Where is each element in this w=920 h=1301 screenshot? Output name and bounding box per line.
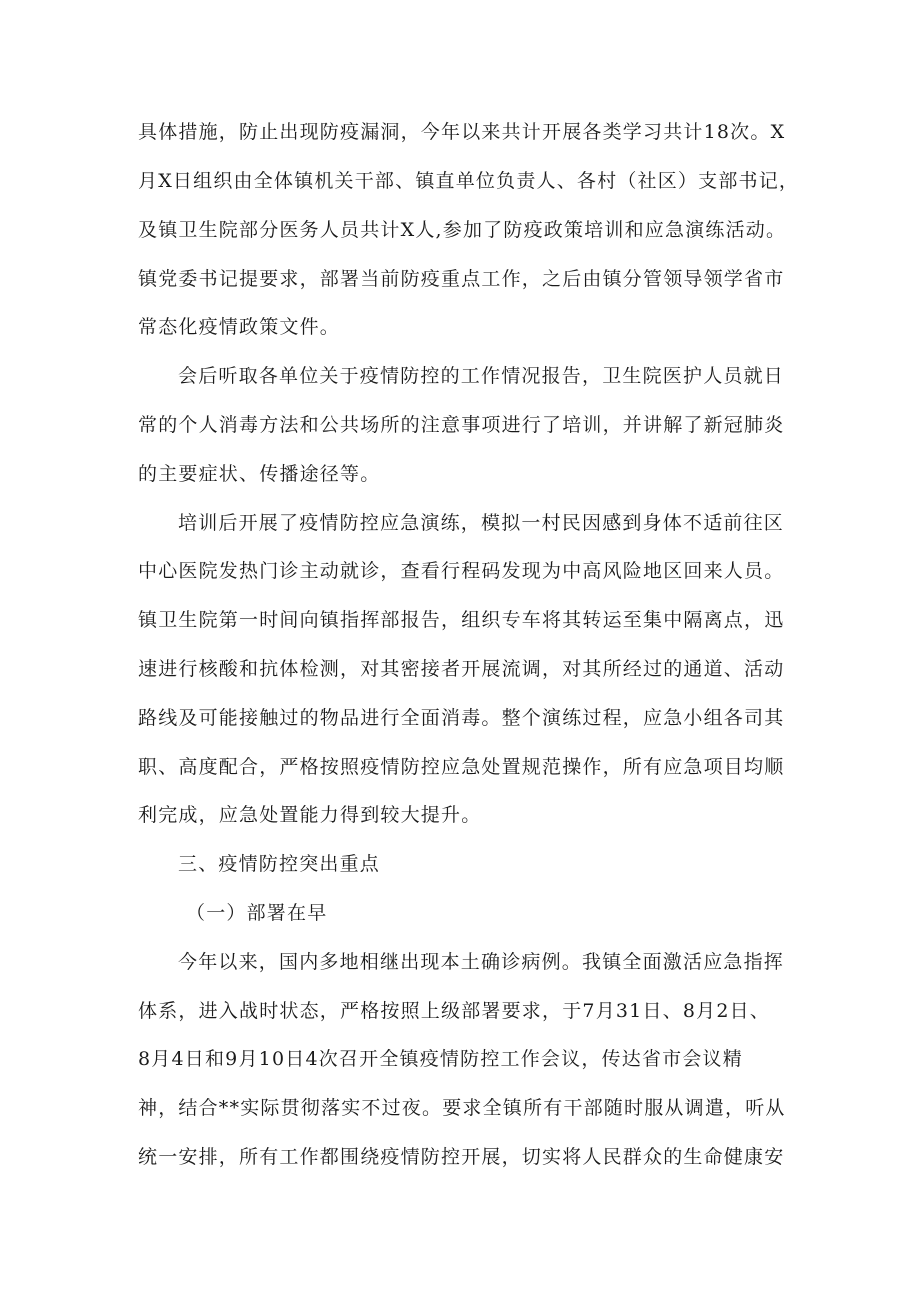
text-line: 及镇卫生院部分医务人员共计X人,参加了防疫政策培训和应急演练活动。 <box>138 219 787 241</box>
text-line: 镇卫生院第一时间向镇指挥部报告，组织专车将其转运至集中隔离点，迅 <box>138 609 785 631</box>
text-line: 常态化疫情政策文件。 <box>138 316 341 338</box>
text-line: 今年以来，国内多地相继出现本土确诊病例。我镇全面激活应急指挥 <box>178 951 785 973</box>
text-line: 常的个人消毒方法和公共场所的注意事项进行了培训，并讲解了新冠肺炎 <box>138 414 785 436</box>
text-line: 培训后开展了疫情防控应急演练，模拟一村民因感到身体不适前往区 <box>178 512 785 534</box>
text-line: 路线及可能接触过的物品进行全面消毒。整个演练过程，应急小组各司其 <box>138 707 785 729</box>
text-line: 速进行核酸和抗体检测，对其密接者开展流调，对其所经过的通道、活动 <box>138 658 785 680</box>
text-line: 月X日组织由全体镇机关干部、镇直单位负责人、各村（社区）支部书记， <box>138 170 800 192</box>
subsection-heading: （一）部署在早 <box>186 902 328 924</box>
text-line: 具体措施，防止出现防疫漏洞，今年以来共计开展各类学习共计18次。X <box>138 121 786 143</box>
text-line: 的主要症状、传播途径等。 <box>138 463 381 485</box>
text-line: 8月4日和9月10日4次召开全镇疫情防控工作会议，传达省市会议精 <box>138 1048 743 1070</box>
text-line: 中心医院发热门诊主动就诊，查看行程码发现为中高风险地区回来人员。 <box>138 560 785 582</box>
text-line: 利完成，应急处置能力得到较大提升。 <box>138 804 482 826</box>
section-heading: 三、疫情防控突出重点 <box>178 853 381 875</box>
text-line: 统一安排，所有工作都围绕疫情防控开展，切实将人民群众的生命健康安 <box>138 1146 785 1168</box>
text-line: 职、高度配合，严格按照疫情防控应急处置规范操作，所有应急项目均顺 <box>138 756 785 778</box>
text-line: 体系，进入战时状态，严格按照上级部署要求，于7月31日、8月2日、 <box>138 1000 771 1022</box>
text-line: 镇党委书记提要求，部署当前防疫重点工作，之后由镇分管领导领学省市 <box>138 268 785 290</box>
text-line: 神，结合**实际贯彻落实不过夜。要求全镇所有干部随时服从调遣，听从 <box>138 1097 786 1119</box>
text-line: 会后听取各单位关于疫情防控的工作情况报告，卫生院医护人员就日 <box>178 365 785 387</box>
